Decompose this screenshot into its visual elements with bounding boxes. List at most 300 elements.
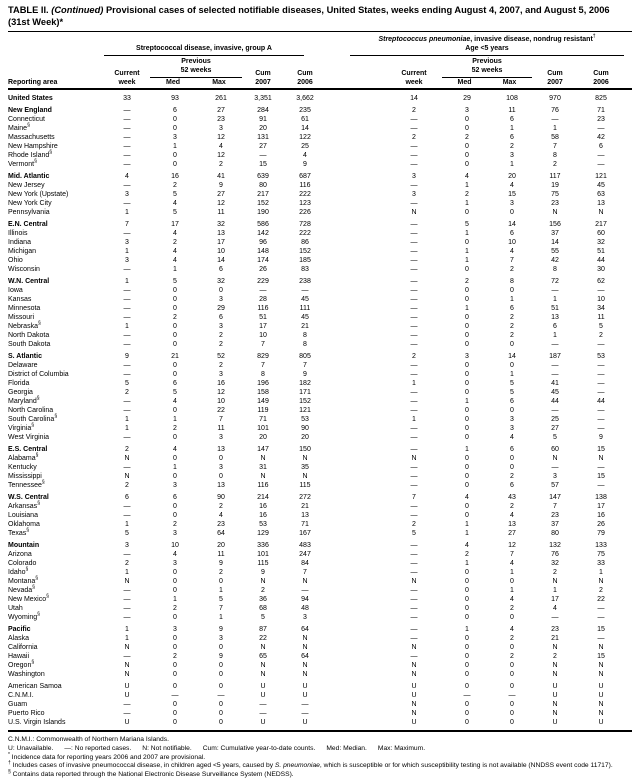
value-cell: 9 (219, 560, 223, 568)
reporting-area: Mid. Atlantic (8, 173, 50, 181)
table-section (8, 277, 632, 349)
reporting-area: Rhode Island§ (8, 150, 53, 160)
value-cell: 0 (510, 614, 514, 622)
value-cell: 2 (510, 605, 514, 613)
reporting-area: Texas§ (8, 528, 30, 538)
reporting-area: Missouri (8, 314, 35, 322)
value-cell: 9 (219, 626, 223, 634)
value-cell: 1 (465, 230, 469, 238)
table-row (8, 481, 632, 490)
value-cell: 80 (551, 530, 559, 538)
value-cell: 0 (173, 512, 177, 520)
value-cell: 10 (508, 239, 516, 247)
table-row (8, 604, 632, 613)
table-section (8, 106, 632, 169)
value-cell: — (551, 614, 559, 622)
value-cell: 0 (219, 578, 223, 586)
value-cell: 15 (597, 446, 605, 454)
table-row (8, 634, 632, 643)
reporting-area: New Jersey (8, 182, 45, 190)
value-cell: 17 (551, 596, 559, 604)
value-cell: 34 (597, 305, 605, 313)
value-cell: 53 (597, 353, 605, 361)
value-cell: 0 (173, 662, 177, 670)
value-cell: 20 (301, 434, 309, 442)
value-cell: 0 (173, 341, 177, 349)
value-cell: 1 (553, 587, 557, 595)
value-cell: — (597, 416, 605, 424)
value-cell: U (552, 692, 558, 700)
col-header-current-week-b: Current week (401, 69, 427, 86)
value-cell: 1 (465, 626, 469, 634)
value-cell: 1 (553, 125, 557, 133)
title-divider (8, 31, 632, 32)
value-cell: N (411, 662, 417, 670)
value-cell: 15 (508, 191, 516, 199)
value-cell: 8 (553, 266, 557, 274)
table-section (8, 220, 632, 274)
value-cell: 6 (173, 107, 177, 115)
value-cell: 4 (219, 512, 223, 520)
value-cell: 45 (301, 296, 309, 304)
value-cell: 1 (125, 416, 129, 424)
value-cell: — (123, 107, 131, 115)
value-cell: 0 (465, 161, 469, 169)
value-cell: 728 (299, 221, 311, 229)
reporting-area: North Dakota (8, 332, 50, 340)
value-cell: 22 (217, 407, 225, 415)
value-cell: 0 (173, 503, 177, 511)
value-cell: 0 (465, 587, 469, 595)
value-cell: 0 (510, 662, 514, 670)
value-cell: — (597, 341, 605, 349)
value-cell: 12 (217, 134, 225, 142)
value-cell: 115 (257, 560, 269, 568)
table-section (8, 682, 632, 727)
value-cell: 52 (217, 353, 225, 361)
value-cell: 10 (171, 542, 179, 550)
value-cell: 1 (125, 323, 129, 331)
value-cell: 6 (510, 398, 514, 406)
reporting-area-header: Reporting area (8, 78, 58, 86)
value-cell: 8 (261, 371, 265, 379)
value-cell: N (260, 644, 266, 652)
value-cell: 171 (299, 389, 311, 397)
value-cell: 101 (257, 425, 269, 433)
value-cell: 0 (465, 362, 469, 370)
value-cell: 156 (549, 221, 561, 229)
abbreviation: Max: Maximum. (377, 744, 426, 752)
value-cell: 3 (173, 626, 177, 634)
value-cell: N (411, 644, 417, 652)
value-cell: 0 (219, 455, 223, 463)
value-cell: N (260, 671, 266, 679)
value-cell: N (552, 701, 558, 709)
reporting-area: Colorado (8, 560, 37, 568)
value-cell: 1 (465, 305, 469, 313)
value-cell: 3 (173, 134, 177, 142)
value-cell: 101 (257, 551, 269, 559)
value-cell: 36 (259, 596, 267, 604)
value-cell: 1 (412, 380, 416, 388)
reporting-area: South Carolina§ (8, 414, 58, 424)
value-cell: 4 (303, 152, 307, 160)
value-cell: 2 (219, 341, 223, 349)
value-cell: — (123, 362, 131, 370)
reporting-area: S. Atlantic (8, 353, 42, 361)
value-cell: 14 (410, 95, 418, 103)
value-cell: 805 (299, 353, 311, 361)
value-cell: 14 (551, 239, 559, 247)
reporting-area: New York City (8, 200, 52, 208)
value-cell: 1 (173, 266, 177, 274)
value-cell: — (410, 230, 418, 238)
value-cell: — (410, 323, 418, 331)
group-b-line1: Streptococcus pneumoniae, invasive disease, nondrug resistant† (378, 33, 596, 43)
value-cell: 33 (123, 95, 131, 103)
value-cell: 9 (219, 182, 223, 190)
value-cell: 45 (551, 389, 559, 397)
value-cell: 27 (508, 530, 516, 538)
reporting-area: Maryland§ (8, 396, 40, 406)
value-cell: 16 (259, 503, 267, 511)
value-cell: 3 (125, 542, 129, 550)
value-cell: 12 (508, 542, 516, 550)
table-row (8, 586, 632, 595)
value-cell: 0 (465, 512, 469, 520)
value-cell: N (411, 671, 417, 679)
value-cell: — (123, 503, 131, 511)
value-cell: 7 (261, 341, 265, 349)
table-row (8, 397, 632, 406)
value-cell: 5 (173, 389, 177, 397)
value-cell: 44 (597, 257, 605, 265)
value-cell: 1 (510, 125, 514, 133)
table-row (8, 595, 632, 604)
value-cell: 1 (465, 521, 469, 529)
value-cell: — (410, 626, 418, 634)
table-row (8, 124, 632, 133)
value-cell: U (598, 719, 604, 727)
reporting-area: Nevada§ (8, 585, 35, 595)
value-cell: N (411, 701, 417, 709)
value-cell: 0 (465, 455, 469, 463)
table-section (8, 625, 632, 679)
value-cell: 21 (551, 635, 559, 643)
value-cell: 6 (510, 230, 514, 238)
value-cell: 17 (259, 323, 267, 331)
value-cell: — (301, 710, 309, 718)
value-cell: — (410, 434, 418, 442)
value-cell: 20 (508, 173, 516, 181)
value-cell: 3 (510, 152, 514, 160)
value-cell: 1 (553, 332, 557, 340)
value-cell: 121 (299, 407, 311, 415)
value-cell: 117 (549, 173, 561, 181)
value-cell: N (552, 710, 558, 718)
value-cell: 158 (257, 389, 269, 397)
value-cell: 16 (217, 380, 225, 388)
table-row (8, 160, 632, 169)
value-cell: — (597, 287, 605, 295)
value-cell: 116 (299, 182, 311, 190)
value-cell: — (123, 434, 131, 442)
value-cell: 1 (173, 143, 177, 151)
reporting-area: Illinois (8, 230, 28, 238)
table-row (8, 151, 632, 160)
reporting-area: Arizona (8, 551, 32, 559)
value-cell: 6 (510, 446, 514, 454)
reporting-area: Virginia§ (8, 423, 34, 433)
value-cell: N (124, 455, 130, 463)
value-cell: N (598, 662, 604, 670)
value-cell: 2 (412, 521, 416, 529)
value-cell: — (259, 287, 267, 295)
value-cell: 71 (597, 107, 605, 115)
value-cell: 15 (597, 626, 605, 634)
value-cell: 4 (173, 257, 177, 265)
value-cell: 4 (219, 143, 223, 151)
value-cell: 115 (299, 482, 311, 490)
value-cell: 6 (173, 380, 177, 388)
value-cell: 5 (173, 278, 177, 286)
value-cell: — (123, 200, 131, 208)
table-row (8, 559, 632, 568)
value-cell: 83 (301, 266, 309, 274)
value-cell: — (123, 305, 131, 313)
value-cell: 19 (551, 182, 559, 190)
value-cell: 12 (217, 389, 225, 397)
value-cell: 9 (303, 371, 307, 379)
value-cell: 20 (259, 125, 267, 133)
value-cell: 11 (508, 107, 516, 115)
value-cell: 51 (597, 248, 605, 256)
value-cell: — (410, 473, 418, 481)
table-row (8, 331, 632, 340)
value-cell: 3 (510, 425, 514, 433)
value-cell: 0 (510, 455, 514, 463)
value-cell: 483 (299, 542, 311, 550)
value-cell: 14 (301, 125, 309, 133)
value-cell: 7 (219, 605, 223, 613)
value-cell: 0 (510, 644, 514, 652)
reporting-area: Connecticut (8, 116, 45, 124)
value-cell: 2 (219, 362, 223, 370)
value-cell: 3 (553, 473, 557, 481)
value-cell: 0 (465, 407, 469, 415)
value-cell: 0 (465, 332, 469, 340)
value-cell: 149 (257, 398, 269, 406)
value-cell: 0 (465, 434, 469, 442)
value-cell: 0 (465, 296, 469, 304)
value-cell: 0 (465, 371, 469, 379)
table-row (8, 454, 632, 463)
value-cell: N (260, 455, 266, 463)
value-cell: N (124, 578, 130, 586)
value-cell: 0 (465, 473, 469, 481)
value-cell: 3 (173, 560, 177, 568)
table-bottom-divider (8, 730, 632, 732)
value-cell: 6 (125, 494, 129, 502)
value-cell: 3 (219, 323, 223, 331)
value-cell: U (260, 683, 266, 691)
value-cell: 116 (257, 482, 269, 490)
value-cell: 25 (551, 416, 559, 424)
col-header-med-a: Med (166, 78, 180, 86)
reporting-area: West Virginia (8, 434, 49, 442)
value-cell: N (552, 578, 558, 586)
value-cell: 7 (412, 494, 416, 502)
table-row (8, 379, 632, 388)
value-cell: — (259, 710, 267, 718)
value-cell: — (123, 407, 131, 415)
value-cell: — (597, 635, 605, 643)
value-cell: N (598, 455, 604, 463)
value-cell: 222 (299, 191, 311, 199)
value-cell: 23 (551, 200, 559, 208)
value-cell: — (123, 701, 131, 709)
table-row (8, 190, 632, 199)
value-cell: 3,351 (254, 95, 272, 103)
table-row (8, 568, 632, 577)
value-cell: 44 (551, 398, 559, 406)
value-cell: 0 (465, 644, 469, 652)
value-cell: 4 (510, 248, 514, 256)
value-cell: — (123, 161, 131, 169)
value-cell: — (410, 551, 418, 559)
value-cell: — (410, 464, 418, 472)
value-cell: — (259, 152, 267, 160)
value-cell: 0 (219, 719, 223, 727)
value-cell: — (410, 248, 418, 256)
value-cell: 150 (299, 446, 311, 454)
value-cell: 152 (299, 398, 311, 406)
value-cell: 0 (219, 644, 223, 652)
value-cell: N (552, 209, 558, 217)
value-cell: — (410, 182, 418, 190)
value-cell: — (410, 341, 418, 349)
value-cell: — (410, 605, 418, 613)
value-cell: 174 (257, 257, 269, 265)
table-row (8, 463, 632, 472)
value-cell: — (597, 380, 605, 388)
value-cell: N (598, 710, 604, 718)
value-cell: 0 (173, 152, 177, 160)
value-cell: — (410, 143, 418, 151)
value-cell: N (124, 473, 130, 481)
value-cell: 0 (465, 503, 469, 511)
value-cell: 72 (551, 278, 559, 286)
value-cell: — (410, 314, 418, 322)
value-cell: 5 (510, 380, 514, 388)
value-cell: 2 (510, 653, 514, 661)
value-cell: N (302, 662, 308, 670)
table-section (8, 352, 632, 442)
value-cell: 2 (510, 266, 514, 274)
value-cell: 6 (510, 134, 514, 142)
table-row (8, 613, 632, 622)
table-row (8, 709, 632, 718)
value-cell: 16 (597, 512, 605, 520)
value-cell: 132 (549, 542, 561, 550)
value-cell: 15 (597, 473, 605, 481)
value-cell: 0 (465, 341, 469, 349)
value-cell: 3 (412, 173, 416, 181)
table-row (8, 682, 632, 691)
value-cell: 190 (257, 209, 269, 217)
value-cell: 2 (465, 134, 469, 142)
value-cell: 14 (508, 353, 516, 361)
value-cell: 0 (510, 464, 514, 472)
value-cell: 1 (125, 635, 129, 643)
reporting-area: Kentucky (8, 464, 37, 472)
value-cell: U (124, 719, 130, 727)
value-cell: 61 (301, 116, 309, 124)
value-cell: 3 (412, 191, 416, 199)
table-row (8, 415, 632, 424)
value-cell: 0 (465, 635, 469, 643)
value-cell: 51 (551, 305, 559, 313)
value-cell: 12 (217, 200, 225, 208)
value-cell: 6 (219, 266, 223, 274)
value-cell: — (410, 596, 418, 604)
value-cell: — (551, 407, 559, 415)
reporting-area: Alaska (8, 635, 30, 643)
value-cell: 119 (257, 407, 269, 415)
value-cell: 0 (465, 596, 469, 604)
abbreviation: Med: Median. (326, 744, 367, 752)
value-cell: 1 (553, 296, 557, 304)
value-cell: 0 (173, 644, 177, 652)
value-cell: 3 (219, 296, 223, 304)
value-cell: 27 (217, 107, 225, 115)
value-cell: 16 (171, 173, 179, 181)
value-cell: 14 (508, 221, 516, 229)
abbreviation: U: Unavailable. (8, 744, 54, 752)
value-cell: — (123, 512, 131, 520)
value-cell: — (410, 635, 418, 643)
value-cell: 7 (510, 551, 514, 559)
value-cell: 3 (173, 482, 177, 490)
value-cell: 21 (301, 503, 309, 511)
table-row (8, 493, 632, 502)
value-cell: 84 (301, 560, 309, 568)
value-cell: 6 (553, 323, 557, 331)
value-cell: 10 (597, 296, 605, 304)
value-cell: 3 (219, 371, 223, 379)
value-cell: 2 (599, 332, 603, 340)
value-cell: 1 (125, 278, 129, 286)
value-cell: 0 (510, 362, 514, 370)
value-cell: — (410, 152, 418, 160)
table-row (8, 115, 632, 124)
table-row (8, 370, 632, 379)
value-cell: 68 (259, 605, 267, 613)
value-cell: 586 (257, 221, 269, 229)
value-cell: 27 (217, 191, 225, 199)
value-cell: — (123, 371, 131, 379)
reporting-area: U.S. Virgin Islands (8, 719, 66, 727)
value-cell: 22 (259, 635, 267, 643)
table-row (8, 208, 632, 217)
table-section (8, 445, 632, 490)
value-cell: 9 (303, 161, 307, 169)
value-cell: 1 (510, 161, 514, 169)
value-cell: — (123, 398, 131, 406)
value-cell: 6 (219, 314, 223, 322)
value-cell: 4 (465, 542, 469, 550)
table-row (8, 433, 632, 442)
